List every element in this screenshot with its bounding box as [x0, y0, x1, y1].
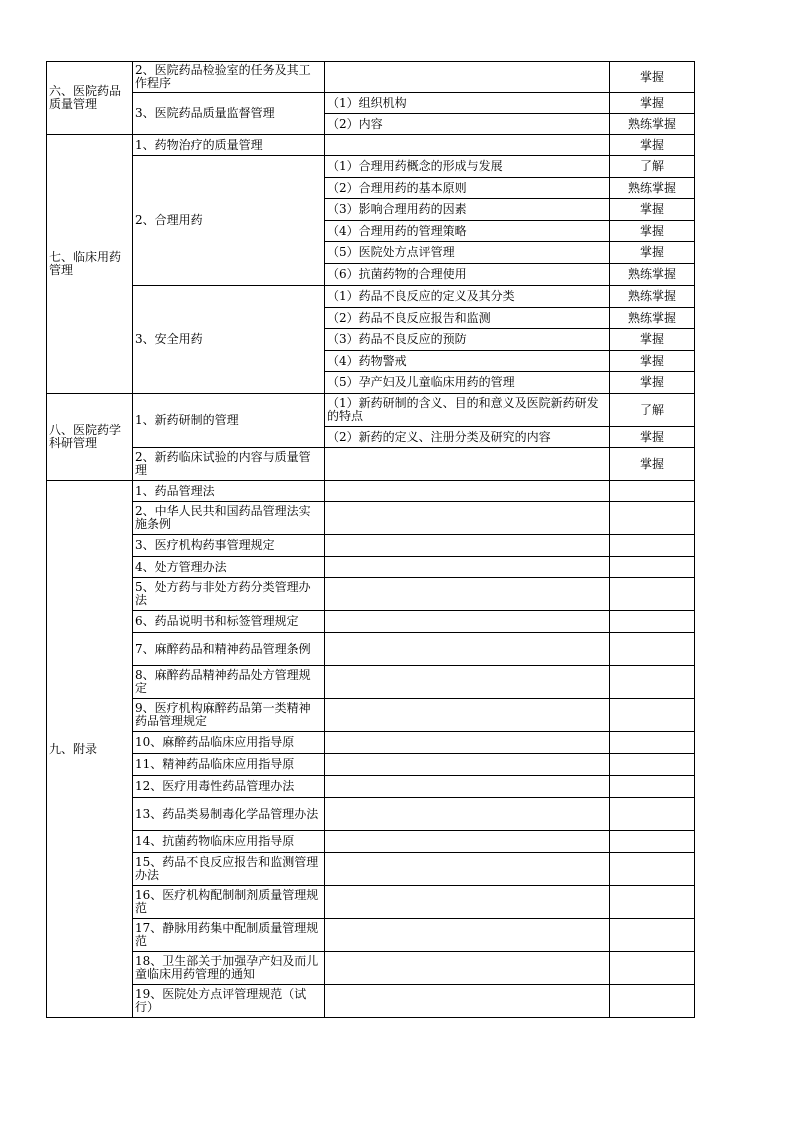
requirement-cell: 掌握 [610, 329, 695, 351]
item-cell: 16、医疗机构配制制剂质量管理规范 [133, 886, 325, 919]
requirement-cell: 掌握 [610, 93, 695, 114]
subtopic-cell: （3）影响合理用药的因素 [325, 199, 610, 221]
item-cell: 2、中华人民共和国药品管理法实施条例 [133, 502, 325, 535]
requirement-cell [610, 481, 695, 502]
item-cell: 5、处方药与非处方药分类管理办法 [133, 578, 325, 611]
subtopic-cell: （3）药品不良反应的预防 [325, 329, 610, 351]
subtopic-cell [325, 952, 610, 985]
requirement-cell: 熟练掌握 [610, 308, 695, 329]
item-cell: 10、麻醉药品临床应用指导原 [133, 732, 325, 754]
item-cell: 15、药品不良反应报告和监测管理办法 [133, 853, 325, 886]
requirement-cell [610, 985, 695, 1018]
subtopic-cell [325, 853, 610, 886]
subtopic-cell: （1）合理用药概念的形成与发展 [325, 156, 610, 178]
subtopic-cell [325, 448, 610, 481]
item-cell: 4、处方管理办法 [133, 557, 325, 578]
item-cell: 19、医院处方点评管理规范（试行） [133, 985, 325, 1018]
table-row [47, 156, 695, 178]
subtopic-cell [325, 776, 610, 798]
subtopic-cell [325, 754, 610, 776]
item-cell: 9、医疗机构麻醉药品第一类精神药品管理规定 [133, 699, 325, 732]
item-cell: 7、麻醉药品和精神药品管理条例 [133, 633, 325, 666]
subtopic-cell [325, 62, 610, 93]
item-cell: 17、静脉用药集中配制质量管理规范 [133, 919, 325, 952]
requirement-cell [610, 611, 695, 633]
subtopic-cell [325, 578, 610, 611]
subtopic-cell [325, 831, 610, 853]
requirement-cell [610, 776, 695, 798]
requirement-cell: 掌握 [610, 199, 695, 221]
item-cell: 14、抗菌药物临床应用指导原 [133, 831, 325, 853]
item-cell: 12、医疗用毒性药品管理办法 [133, 776, 325, 798]
table-row [47, 286, 695, 308]
subtopic-cell: （6）抗菌药物的合理使用 [325, 264, 610, 286]
subtopic-cell [325, 919, 610, 952]
table-row [47, 666, 695, 699]
requirement-cell [610, 502, 695, 535]
requirement-cell: 掌握 [610, 242, 695, 264]
requirement-cell [610, 557, 695, 578]
table-row [47, 481, 695, 502]
requirement-cell [610, 853, 695, 886]
subtopic-cell: （4）药物警戒 [325, 351, 610, 372]
subtopic-cell [325, 732, 610, 754]
table-row [47, 754, 695, 776]
subtopic-cell: （2）新药的定义、注册分类及研究的内容 [325, 427, 610, 448]
requirement-cell [610, 798, 695, 831]
requirement-cell [610, 754, 695, 776]
table-row [47, 919, 695, 952]
subtopic-cell [325, 557, 610, 578]
requirement-cell [610, 633, 695, 666]
syllabus-body [47, 62, 695, 1018]
table-row [47, 886, 695, 919]
subtopic-cell [325, 535, 610, 557]
subtopic-cell [325, 502, 610, 535]
table-row [47, 699, 695, 732]
subtopic-cell: （1）新药研制的含义、目的和意义及医院新药研发的特点 [325, 394, 610, 427]
unit-cell: 六、医院药品质量管理 [47, 62, 133, 135]
requirement-cell [610, 699, 695, 732]
table-row [47, 135, 695, 156]
item-cell: 1、新药研制的管理 [133, 394, 325, 448]
requirement-cell [610, 919, 695, 952]
requirement-cell: 熟练掌握 [610, 264, 695, 286]
subtopic-cell: （2）合理用药的基本原则 [325, 178, 610, 199]
table-row [47, 798, 695, 831]
subtopic-cell: （1）组织机构 [325, 93, 610, 114]
item-cell: 2、医院药品检验室的任务及其工作程序 [133, 62, 325, 93]
subtopic-cell [325, 699, 610, 732]
subtopic-cell [325, 666, 610, 699]
subtopic-cell [325, 985, 610, 1018]
item-cell: 3、医疗机构药事管理规定 [133, 535, 325, 557]
subtopic-cell: （2）药品不良反应报告和监测 [325, 308, 610, 329]
subtopic-cell: （4）合理用药的管理策略 [325, 221, 610, 242]
subtopic-cell: （2）内容 [325, 114, 610, 135]
requirement-cell [610, 952, 695, 985]
requirement-cell: 掌握 [610, 427, 695, 448]
subtopic-cell [325, 886, 610, 919]
requirement-cell: 了解 [610, 156, 695, 178]
table-row [47, 394, 695, 427]
table-row [47, 732, 695, 754]
subtopic-cell [325, 481, 610, 502]
item-cell: 13、药品类易制毒化学品管理办法 [133, 798, 325, 831]
requirement-cell [610, 578, 695, 611]
table-row [47, 535, 695, 557]
table-row [47, 985, 695, 1018]
syllabus-table [46, 61, 695, 1018]
item-cell: 8、麻醉药品精神药品处方管理规定 [133, 666, 325, 699]
table-row [47, 93, 695, 114]
requirement-cell: 熟练掌握 [610, 178, 695, 199]
requirement-cell: 熟练掌握 [610, 286, 695, 308]
requirement-cell: 了解 [610, 394, 695, 427]
unit-cell: 九、附录 [47, 481, 133, 1018]
requirement-cell [610, 666, 695, 699]
requirement-cell: 掌握 [610, 448, 695, 481]
unit-cell: 八、医院药学科研管理 [47, 394, 133, 481]
item-cell: 3、医院药品质量监督管理 [133, 93, 325, 135]
item-cell: 2、新药临床试验的内容与质量管理 [133, 448, 325, 481]
table-row [47, 611, 695, 633]
requirement-cell: 熟练掌握 [610, 114, 695, 135]
table-row [47, 952, 695, 985]
requirement-cell [610, 831, 695, 853]
requirement-cell [610, 886, 695, 919]
requirement-cell [610, 732, 695, 754]
subtopic-cell: （5）孕产妇及儿童临床用药的管理 [325, 372, 610, 394]
requirement-cell: 掌握 [610, 351, 695, 372]
table-row [47, 557, 695, 578]
subtopic-cell: （5）医院处方点评管理 [325, 242, 610, 264]
item-cell: 11、精神药品临床应用指导原 [133, 754, 325, 776]
subtopic-cell [325, 135, 610, 156]
subtopic-cell [325, 798, 610, 831]
table-row [47, 502, 695, 535]
table-row [47, 831, 695, 853]
requirement-cell: 掌握 [610, 221, 695, 242]
table-row [47, 633, 695, 666]
item-cell: 1、药品管理法 [133, 481, 325, 502]
table-row [47, 62, 695, 93]
table-row [47, 578, 695, 611]
item-cell: 6、药品说明书和标签管理规定 [133, 611, 325, 633]
requirement-cell: 掌握 [610, 135, 695, 156]
item-cell: 1、药物治疗的质量管理 [133, 135, 325, 156]
table-row [47, 448, 695, 481]
item-cell: 3、安全用药 [133, 286, 325, 394]
subtopic-cell [325, 611, 610, 633]
subtopic-cell: （1）药品不良反应的定义及其分类 [325, 286, 610, 308]
table-row [47, 853, 695, 886]
requirement-cell: 掌握 [610, 62, 695, 93]
table-row [47, 776, 695, 798]
item-cell: 18、卫生部关于加强孕产妇及而儿童临床用药管理的通知 [133, 952, 325, 985]
item-cell: 2、合理用药 [133, 156, 325, 286]
unit-cell: 七、临床用药管理 [47, 135, 133, 394]
subtopic-cell [325, 633, 610, 666]
requirement-cell: 掌握 [610, 372, 695, 394]
requirement-cell [610, 535, 695, 557]
